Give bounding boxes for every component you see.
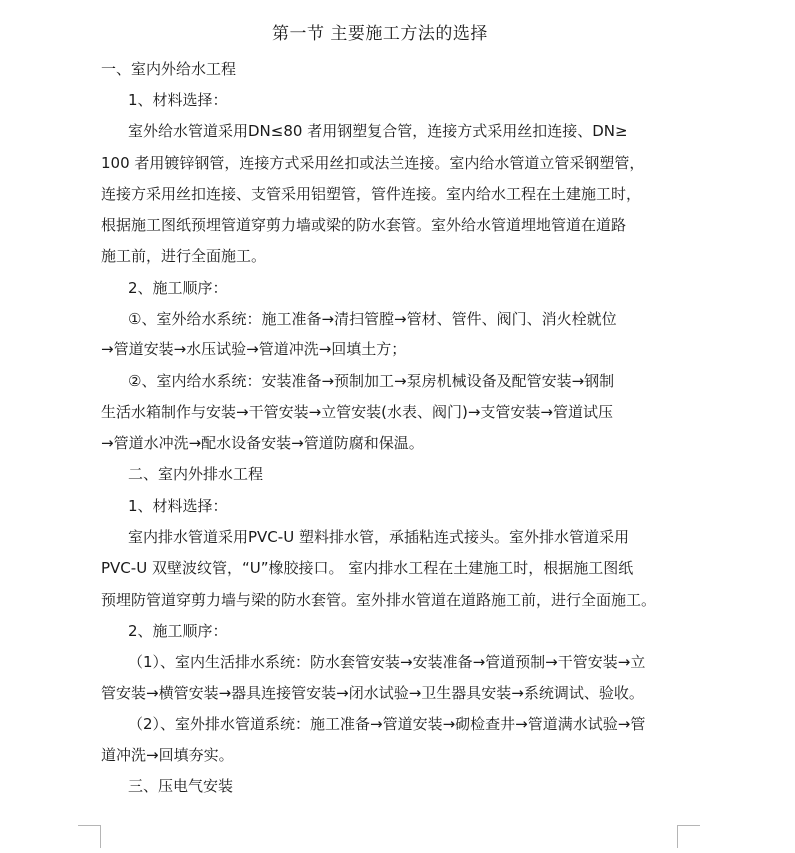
page-title: 第一节 主要施工方法的选择 <box>272 24 488 44</box>
paragraph-line: 管安装→横管安装→器具连接管安装→闭水试验→卫生器具安装→系统调试、验收。 <box>101 684 644 702</box>
subheading-material: 1、材料选择： <box>128 91 228 109</box>
paragraph-line: 室外给水管道采用DN≤80 者用钢塑复合管，连接方式采用丝扣连接、DN≥ <box>128 122 628 140</box>
subheading-sequence: 2、施工顺序： <box>128 622 228 640</box>
paragraph-line: PVC-U 双壁波纹管，“U”橡胶接口。 室内排水工程在土建施工时，根据施工图纸 <box>101 559 634 577</box>
paragraph-line: 室内排水管道采用PVC-U 塑料排水管，承插粘连式接头。室外排水管道采用 <box>128 528 629 546</box>
paragraph-line: 生活水箱制作与安装→干管安装→立管安装(水表、阀门)→支管安装→管道试压 <box>101 403 613 421</box>
paragraph-line: 预埋防管道穿剪力墙与梁的防水套管。室外排水管道在道路施工前，进行全面施工。 <box>101 591 657 609</box>
heading-drainage: 二、室内外排水工程 <box>128 465 264 483</box>
paragraph-line: ②、室内给水系统：安装准备→预制加工→泵房机械设备及配管安装→钢制 <box>128 372 615 390</box>
paragraph-line: 连接方采用丝扣连接、支管采用铝塑管，管件连接。室内给水工程在土建施工时， <box>101 185 642 203</box>
heading-water-supply: 一、室内外给水工程 <box>101 60 237 78</box>
paragraph-line: 根据施工图纸预埋管道穿剪力墙或梁的防水套管。室外给水管道埋地管道在道路 <box>101 216 627 234</box>
paragraph-line: 施工前，进行全面施工。 <box>101 247 267 265</box>
subheading-material: 1、材料选择： <box>128 497 228 515</box>
paragraph-line: 道冲洗→回填夯实。 <box>101 746 234 764</box>
heading-electrical: 三、压电气安装 <box>128 777 234 795</box>
subheading-sequence: 2、施工顺序： <box>128 279 228 297</box>
paragraph-line: →管道安装→水压试验→管道冲洗→回填土方； <box>101 340 407 358</box>
paragraph-line: （2）、室外排水管道系统：施工准备→管道安装→砌检查井→管道满水试验→管 <box>128 715 646 733</box>
page-corner-mark-left <box>78 825 101 848</box>
page-corner-mark-right <box>677 825 700 848</box>
paragraph-line: →管道水冲洗→配水设备安装→管道防腐和保温。 <box>101 434 424 452</box>
paragraph-line: 100 者用镀锌钢管，连接方式采用丝扣或法兰连接。室内给水管道立管采钢塑管， <box>101 154 645 172</box>
paragraph-line: （1）、室内生活排水系统：防水套管安装→安装准备→管道预制→干管安装→立 <box>128 653 646 671</box>
paragraph-line: ①、室外给水系统：施工准备→清扫管膛→管材、管件、阀门、消火栓就位 <box>128 310 617 328</box>
